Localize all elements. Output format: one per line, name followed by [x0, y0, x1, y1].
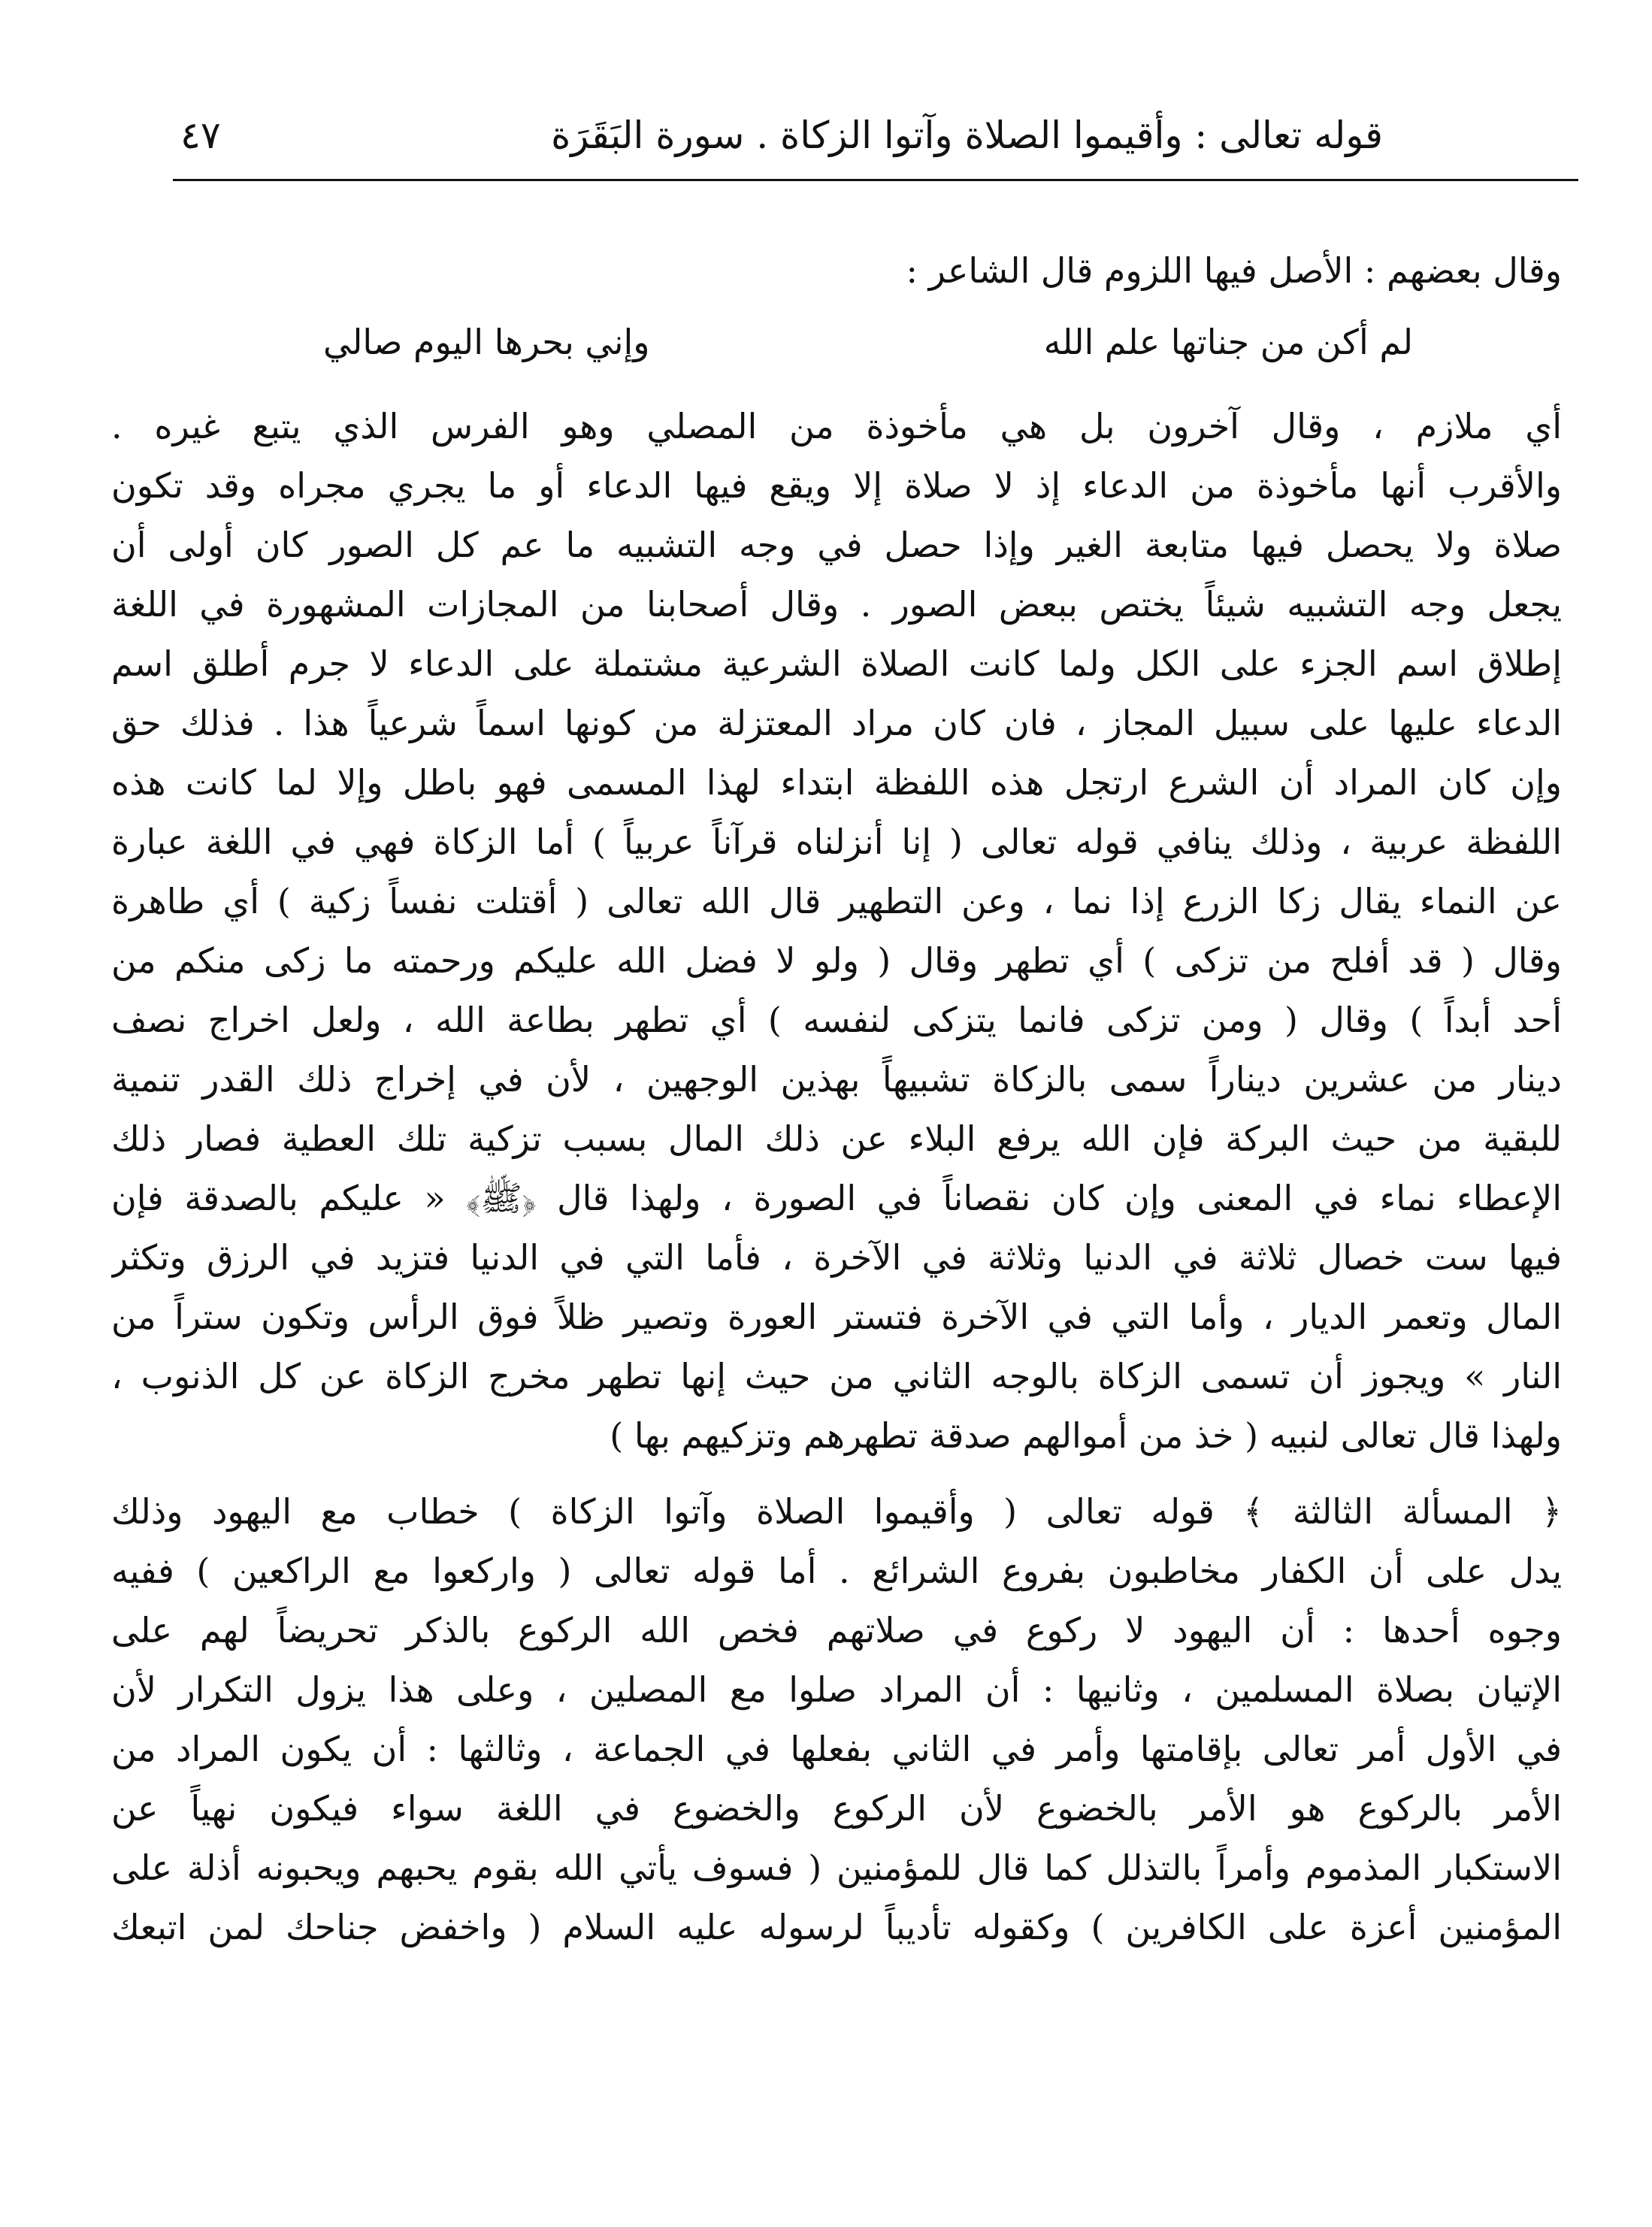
text-line: وقال ( قد أفلح من تزكى ) أي تطهر وقال ( ولو لا فضل الله عليكم ورحمته ما زكى منكم من [111, 940, 1562, 981]
poem-verse [173, 301, 1413, 383]
text-line: عن النماء يقال زكا الزرع إذا نما ، وعن التطهير قال الله تعالى ( أقتلت نفساً زكية ) أي طاهرة [111, 881, 1562, 921]
text-line: إطلاق اسم الجزء على الكل ولما كانت الصلاة الشرعية مشتملة على الدعاء لا جرم أطلق اسم [111, 643, 1562, 684]
text-line: وجوه أحدها : أن اليهود لا ركوع في صلاتهم فخص الله الركوع بالذكر تحريضاً لهم على [111, 1610, 1562, 1651]
text-line: أي ملازم ، وقال آخرون بل هي مأخوذة من المصلي وهو الفرس الذي يتبع غيره . [111, 406, 1562, 446]
running-header [173, 105, 1578, 165]
page-number: ٤٧ [180, 113, 221, 157]
poem-hemistich-second: وإني بحرها اليوم صالي [323, 322, 650, 362]
text-line: ﴿ المسألة الثالثة ﴾ قوله تعالى ( وأقيموا الصلاة وآتوا الزكاة ) خطاب مع اليهود وذلك [111, 1491, 1562, 1532]
text-line: فيها ست خصال ثلاثة في الدنيا وثلاثة في الآخرة ، فأما التي في الدنيا فتزيد في الرزق وتكثر [111, 1237, 1562, 1278]
paragraph-gap [111, 1466, 1562, 1482]
text-line: للبقية من حيث البركة فإن الله يرفع البلاء عن ذلك المال بسبب تزكية تلك العطية فصار ذلك [111, 1118, 1562, 1159]
text-line: أحد أبداً ) وقال ( ومن تزكى فانما يتزكى لنفسه ) أي تطهر بطاعة الله ، ولعل اخراج نصف [111, 1000, 1562, 1040]
paragraph-zakat-salat [111, 397, 1562, 1466]
text-line: اللفظة عربية ، وذلك ينافي قوله تعالى ( إنا أنزلناه قرآناً عربياً ) أما الزكاة فهي في اللغة عبارة [111, 822, 1562, 862]
header-rule [173, 179, 1578, 181]
text-line: يدل على أن الكفار مخاطبون بفروع الشرائع . أما قوله تعالى ( واركعوا مع الراكعين ) ففيه [111, 1551, 1562, 1591]
text-line: صلاة ولا يحصل فيها متابعة الغير وإذا حصل في وجه التشبيه ما عم كل الصور كان أولى أن [111, 525, 1562, 565]
text-line: وإن كان المراد أن الشرع ارتجل هذه اللفظة ابتداء لهذا المسمى فهو باطل وإلا لما كانت هذه [111, 762, 1562, 803]
text-line: ولهذا قال تعالى لنبيه ( خذ من أموالهم صدقة تطهرهم وتزكيهم بها ) [610, 1415, 1562, 1456]
main-text [111, 397, 1562, 1957]
text-line: الإعطاء نماء في المعنى وإن كان نقصاناً في الصورة ، ولهذا قال ﴿ﷺ﴾ « عليكم بالصدقة فإن [111, 1178, 1562, 1218]
text-line: في الأول أمر تعالى بإقامتها وأمر في الثاني بفعلها في الجماعة ، وثالثها : أن يكون المراد من [111, 1729, 1562, 1769]
header-title: قوله تعالى : وأقيموا الصلاة وآتوا الزكاة . سورة البَقَرَة [551, 113, 1383, 157]
intro-line: وقال بعضهم : الأصل فيها اللزوم قال الشاعر : [906, 250, 1562, 291]
text-line: الإتيان بصلاة المسلمين ، وثانيها : أن المراد صلوا مع المصلين ، وعلى هذا يزول التكرار لأن [111, 1669, 1562, 1710]
text-line: المال وتعمر الديار ، وأما التي في الآخرة فتستر العورة وتصير ظلاً فوق الرأس وتكون ستراً من [111, 1297, 1562, 1337]
poem-hemistich-first: لم أكن من جناتها علم الله [1043, 322, 1413, 362]
text-line: النار » ويجوز أن تسمى الزكاة بالوجه الثاني من حيث إنها تطهر مخرج الزكاة عن كل الذنوب ، [111, 1356, 1562, 1396]
text-line: الاستكبار المذموم وأمراً بالتذلل كما قال للمؤمنين ( فسوف يأتي الله بقوم يحبهم ويحبونه أذلة على [111, 1847, 1562, 1888]
text-line: يجعل وجه التشبيه شيئاً يختص ببعض الصور . وقال أصحابنا من المجازات المشهورة في اللغة [111, 584, 1562, 625]
text-line: دينار من عشرين ديناراً سمى بالزكاة تشبيهاً بهذين الوجهين ، لأن في إخراج ذلك القدر تنمية [111, 1059, 1562, 1100]
text-line: المؤمنين أعزة على الكافرين ) وكقوله تأديباً لرسوله عليه السلام ( واخفض جناحك لمن اتبعك [111, 1907, 1562, 1947]
paragraph-third-issue [111, 1482, 1562, 1957]
text-line: والأقرب أنها مأخوذة من الدعاء إذ لا صلاة إلا ويقع فيها الدعاء أو ما يجري مجراه وقد تكون [111, 465, 1562, 506]
text-line: الأمر بالركوع هو الأمر بالخضوع لأن الركوع والخضوع في اللغة سواء فيكون نهياً عن [111, 1788, 1562, 1829]
text-line: الدعاء عليها على سبيل المجاز ، فان كان مراد المعتزلة من كونها اسماً شرعياً هذا . فذلك حق [111, 703, 1562, 743]
